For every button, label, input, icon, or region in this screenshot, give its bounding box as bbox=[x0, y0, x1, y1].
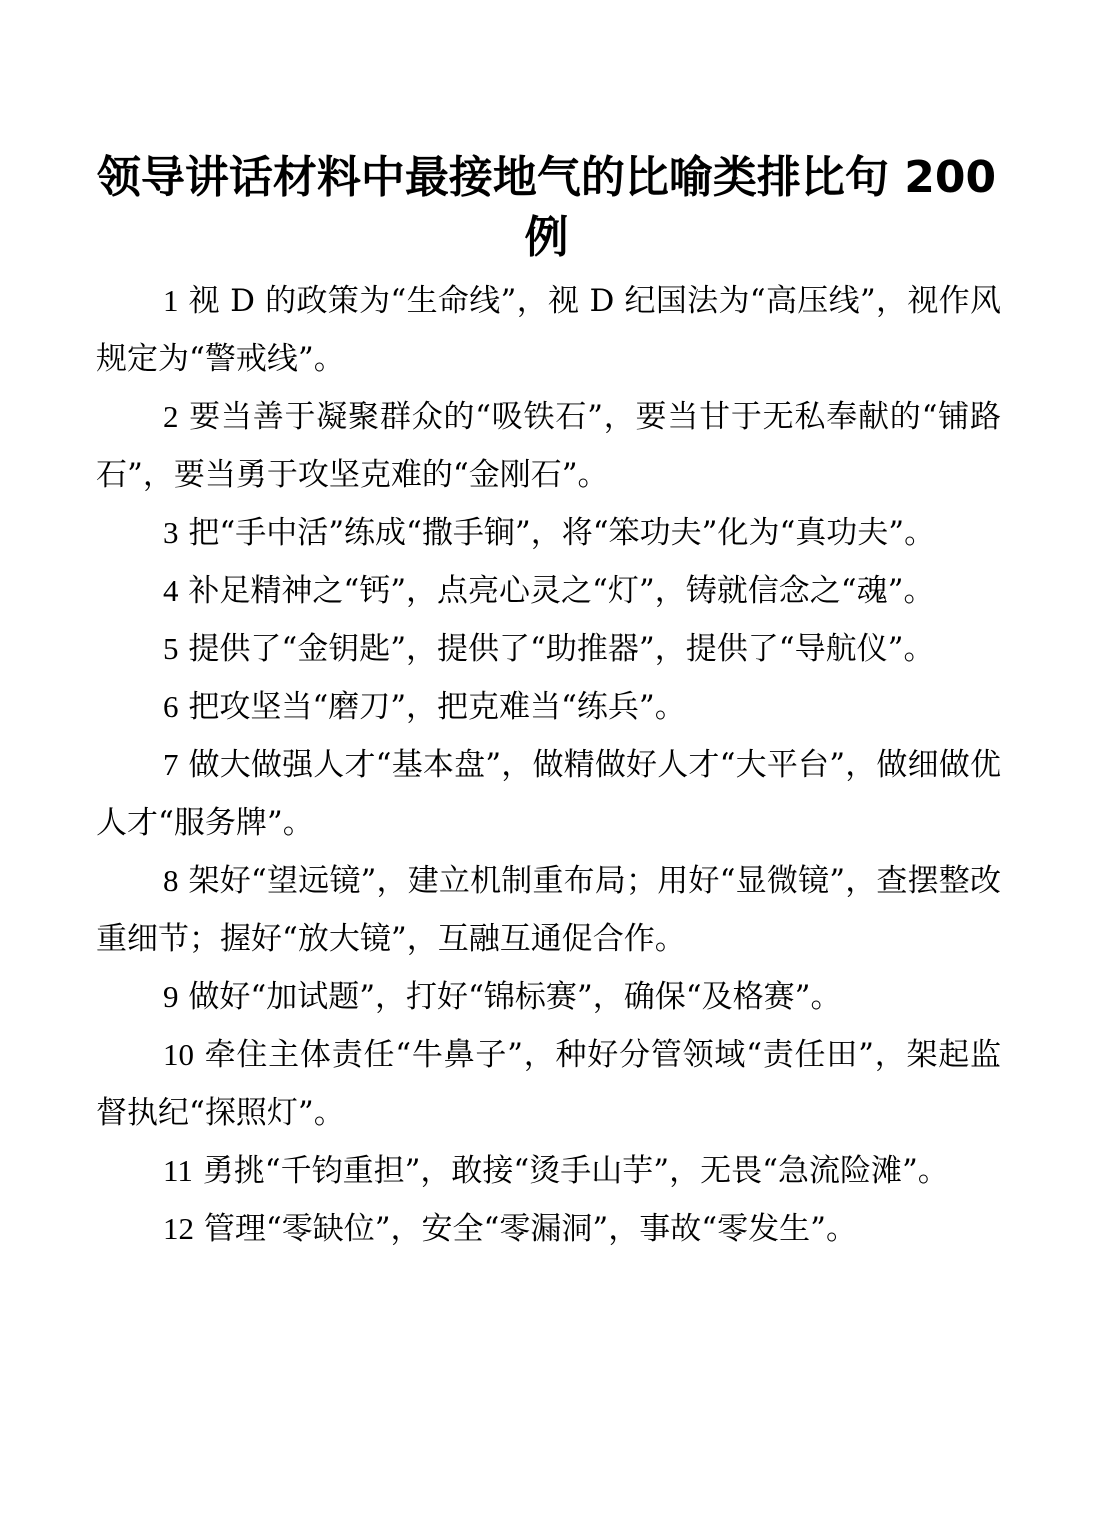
paragraph-1 bbox=[96, 272, 1001, 388]
paragraph-2 bbox=[96, 388, 1001, 504]
paragraph-number: 3 bbox=[163, 515, 179, 550]
paragraph-text: 做好“加试题”，打好“锦标赛”，确保“及格赛”。 bbox=[188, 979, 842, 1015]
paragraph-text: 做大做强人才“基本盘”，做精做好人才“大平台”，做细做优人才“服务牌”。 bbox=[96, 747, 1001, 841]
paragraph-7 bbox=[96, 736, 1001, 852]
paragraph-text: 管理“零缺位”，安全“零漏洞”，事故“零发生”。 bbox=[203, 1211, 857, 1247]
paragraph-text: 牵住主体责任“牛鼻子”，种好分管领域“责任田”，架起监督执纪“探照灯”。 bbox=[96, 1037, 1001, 1131]
paragraph-number: 11 bbox=[163, 1153, 193, 1188]
paragraph-number: 6 bbox=[163, 689, 179, 724]
paragraph-number: 5 bbox=[163, 631, 179, 666]
paragraph-text: 视 D 的政策为“生命线”，视 D 纪国法为“高压线”，视作风规定为“警戒线”。 bbox=[96, 283, 1001, 377]
paragraph-3 bbox=[96, 504, 1001, 562]
paragraph-4 bbox=[96, 562, 1001, 620]
paragraph-text: 把“手中活”练成“撒手锏”，将“笨功夫”化为“真功夫”。 bbox=[188, 515, 936, 551]
paragraph-number: 10 bbox=[163, 1037, 194, 1072]
paragraph-12 bbox=[96, 1200, 1001, 1258]
paragraph-text: 勇挑“千钧重担”，敢接“烫手山芋”，无畏“急流险滩”。 bbox=[202, 1153, 949, 1189]
paragraph-10 bbox=[96, 1026, 1001, 1142]
paragraph-11 bbox=[96, 1142, 1001, 1200]
paragraph-text: 架好“望远镜”，建立机制重布局；用好“显微镜”，查摆整改重细节；握好“放大镜”，互融互通促合作。 bbox=[96, 863, 1001, 957]
paragraph-number: 9 bbox=[163, 979, 179, 1014]
paragraph-number: 4 bbox=[163, 573, 179, 608]
paragraph-number: 12 bbox=[163, 1211, 194, 1246]
document-body bbox=[96, 272, 1001, 1258]
paragraph-text: 补足精神之“钙”，点亮心灵之“灯”，铸就信念之“魂”。 bbox=[188, 573, 935, 609]
paragraph-text: 要当善于凝聚群众的“吸铁石”，要当甘于无私奉献的“铺路石”，要当勇于攻坚克难的“金刚石”。 bbox=[96, 399, 1001, 493]
paragraph-number: 2 bbox=[163, 399, 179, 434]
paragraph-8 bbox=[96, 852, 1001, 968]
paragraph-number: 7 bbox=[163, 747, 179, 782]
paragraph-number: 1 bbox=[163, 283, 179, 318]
paragraph-text: 把攻坚当“磨刀”，把克难当“练兵”。 bbox=[188, 689, 686, 725]
document-title: 领导讲话材料中最接地气的比喻类排比句 200 例 bbox=[96, 152, 997, 263]
paragraph-9 bbox=[96, 968, 1001, 1026]
paragraph-number: 8 bbox=[163, 863, 179, 898]
paragraph-6 bbox=[96, 678, 1001, 736]
paragraph-text: 提供了“金钥匙”，提供了“助推器”，提供了“导航仪”。 bbox=[188, 631, 935, 667]
paragraph-5 bbox=[96, 620, 1001, 678]
